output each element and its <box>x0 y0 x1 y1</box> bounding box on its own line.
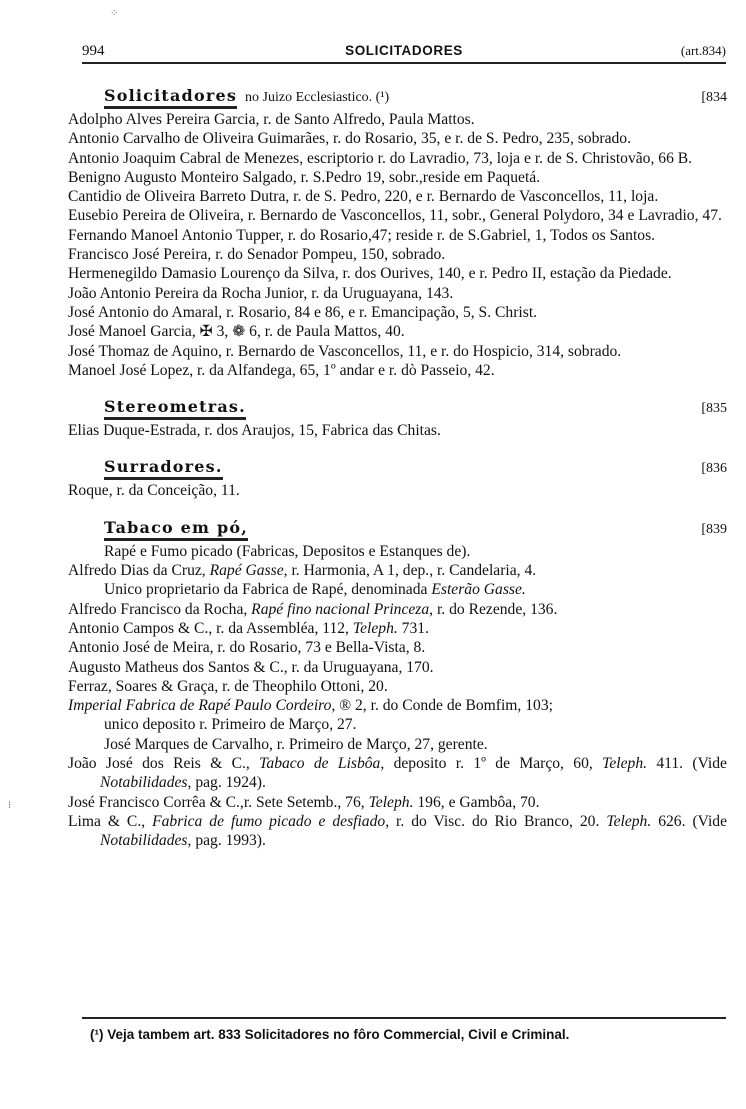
entry-text: 626. (Vide <box>651 812 728 830</box>
entry-italic-text: Imperial Fabrica de Rapé Paulo Cordeiro <box>68 697 332 715</box>
entry-text: Francisco José Pereira, r. do Senador Pompeu, 150, sobrado. <box>68 246 446 264</box>
entry-text: , r. do Visc. do Rio Branco, 20. <box>385 812 607 830</box>
list-entry <box>68 129 727 148</box>
entry-text: Manoel José Lopez, r. da Alfandega, 65, 1º andar e r. dò Passeio, 42. <box>68 361 495 379</box>
entry-text: Rapé e Fumo picado (Fabricas, Depositos e Estanques de). <box>104 542 471 560</box>
entry-italic-text: Rapé fino nacional Princeza <box>251 600 430 618</box>
entry-italic-text: Rapé Gasse <box>209 562 284 580</box>
entry-italic-text: Teleph. <box>368 793 414 811</box>
list-entry <box>68 342 727 361</box>
entry-text: Antonio José de Meira, r. do Rosario, 73 e Bella-Vista, 8. <box>68 639 426 657</box>
entry-text: Hermenegildo Damasio Lourenço da Silva, r. dos Ourives, 140, e r. Pedro II, estação da Piedade. <box>68 265 672 283</box>
section-subtitle: no Juizo Ecclesiastico. (¹) <box>245 90 390 105</box>
entry-text: Augusto Matheus dos Santos & C., r. da Uruguayana, 170. <box>68 658 434 676</box>
entry-text: José Manoel Garcia, ✠ 3, ❁ 6, r. de Paula Mattos, 40. <box>68 323 405 341</box>
entry-text: Benigno Augusto Monteiro Salgado, r. S.Pedro 19, sobr.,reside em Paquetá. <box>68 168 541 186</box>
section-heading <box>68 518 727 542</box>
page-body <box>68 86 727 868</box>
entry-text: , pag. 1924). <box>187 774 266 792</box>
section-number: [834 <box>701 90 727 105</box>
entry-italic-text: Esterão Gasse. <box>431 581 526 599</box>
section-heading <box>68 397 727 421</box>
entry-text: José Thomaz de Aquino, r. Bernardo de Vasconcellos, 11, e r. do Hospicio, 314, sobrado. <box>68 342 622 360</box>
list-entry <box>68 421 727 440</box>
entry-text: Adolpho Alves Pereira Garcia, r. de Santo Alfredo, Paula Mattos. <box>68 111 475 128</box>
entry-italic-text: Notabilidades <box>100 774 188 792</box>
list-entry <box>68 677 727 696</box>
list-entry <box>68 303 727 322</box>
entry-text: 731. <box>397 619 429 637</box>
list-entry <box>68 149 727 168</box>
entry-text: 196, e Gambôa, 70. <box>413 793 540 811</box>
entry-italic-text: Teleph. <box>606 812 652 830</box>
entry-text: José Antonio do Amaral, r. Rosario, 84 e 86, e r. Emancipação, 5, S. Christ. <box>68 303 538 321</box>
entry-text: Alfredo Dias da Cruz, <box>68 562 210 580</box>
section <box>68 457 727 500</box>
list-entry <box>68 793 727 812</box>
section-title: Solicitadores <box>104 86 237 109</box>
entry-text: , r. do Rezende, 136. <box>429 600 558 618</box>
entry-italic-text: Teleph. <box>602 755 648 773</box>
list-entry <box>68 245 727 264</box>
entry-text: Fernando Manoel Antonio Tupper, r. do Rosario,47; reside r. de S.Gabriel, 1, Todos os Santos. <box>68 226 656 244</box>
entry-text: Antonio Campos & C., r. da Assembléa, 112, <box>68 619 353 637</box>
list-entry <box>68 812 727 851</box>
section-heading <box>68 457 727 481</box>
running-title: SOLICITADORES <box>345 43 463 58</box>
entry-text: Eusebio Pereira de Oliveira, r. Bernardo de Vasconcellos, 11, sobr., General Polydoro, 34 e Lavradio, 47. <box>68 207 722 225</box>
list-entry <box>68 638 727 657</box>
entry-text: Antonio Joaquim Cabral de Menezes, escriptorio r. do Lavradio, 73, loja e r. de S. Christovão, 66 B. <box>68 149 693 167</box>
entry-text: , deposito r. 1º de Março, 60, <box>380 755 603 773</box>
list-entry <box>68 264 727 283</box>
section-heading <box>68 86 727 110</box>
list-entry <box>68 600 727 619</box>
list-entry <box>68 206 727 225</box>
section <box>68 518 727 851</box>
entry-text: 411. (Vide <box>647 755 727 773</box>
section <box>68 397 727 440</box>
list-entry <box>68 187 727 206</box>
list-entry <box>68 735 727 754</box>
list-entry <box>68 322 727 341</box>
entry-text: Cantidio de Oliveira Barreto Dutra, r. de S. Pedro, 220, e r. Bernardo de Vasconcellos, 11, loja. <box>68 188 659 206</box>
list-entry <box>68 561 727 580</box>
section <box>68 86 727 380</box>
entry-text: unico deposito r. Primeiro de Março, 27. <box>104 716 357 734</box>
list-entry <box>68 110 727 129</box>
list-entry <box>68 754 727 793</box>
section-title: Surradores. <box>104 457 223 480</box>
entry-italic-text: Teleph. <box>352 619 398 637</box>
list-entry <box>68 542 727 561</box>
list-entry <box>68 168 727 187</box>
entry-text: Alfredo Francisco da Rocha, <box>68 600 252 618</box>
page-header <box>82 40 726 64</box>
entry-text: , r. Harmonia, A 1, dep., r. Candelaria, 4. <box>283 562 537 580</box>
entry-italic-text: Notabilidades <box>100 832 188 850</box>
entry-text: João Antonio Pereira da Rocha Junior, r. da Uruguayana, 143. <box>68 284 454 302</box>
entry-text: Elias Duque-Estrada, r. dos Araujos, 15, Fabrica das Chitas. <box>68 422 441 440</box>
ink-speck-icon: ⁘ <box>110 8 119 19</box>
list-entry <box>68 284 727 303</box>
list-entry <box>68 481 727 500</box>
entry-text: José Marques de Carvalho, r. Primeiro de Março, 27, gerente. <box>104 735 488 753</box>
entry-text: João José dos Reis & C., <box>68 755 260 773</box>
entry-text: Roque, r. da Conceição, 11. <box>68 482 240 500</box>
entry-text: Lima & C., <box>68 812 153 830</box>
entry-text: Unico proprietario da Fabrica de Rapé, denominada <box>104 581 432 599</box>
entry-text: Ferraz, Soares & Graça, r. de Theophilo Ottoni, 20. <box>68 677 388 695</box>
list-entry <box>68 696 727 715</box>
page-number: 994 <box>82 43 105 59</box>
list-entry <box>68 658 727 677</box>
entry-text: , pag. 1993). <box>187 832 266 850</box>
list-entry <box>68 226 727 245</box>
footnote: (¹) Veja tambem art. 833 Solicitadores no fôro Commercial, Civil e Criminal. <box>82 1017 726 1042</box>
section-number: [836 <box>701 461 727 477</box>
entry-text: Antonio Carvalho de Oliveira Guimarães, r. do Rosario, 35, e r. de S. Pedro, 235, sobrado. <box>68 130 632 148</box>
list-entry <box>68 715 727 734</box>
section-number: [839 <box>701 521 727 537</box>
ink-speck-icon: ⁝ <box>8 800 12 811</box>
entry-text: , ® 2, r. do Conde de Bomfim, 103; <box>331 697 553 715</box>
entry-italic-text: Tabaco de Lisbôa <box>259 755 381 773</box>
section-title: Stereometras. <box>104 397 246 420</box>
section-title: Tabaco em pó, <box>104 518 248 541</box>
entry-italic-text: Fabrica de fumo picado e desfiado <box>152 812 386 830</box>
article-reference: (art.834) <box>680 43 726 58</box>
list-entry <box>68 580 727 599</box>
section-number: [835 <box>701 401 727 417</box>
list-entry <box>68 361 727 380</box>
list-entry <box>68 619 727 638</box>
entry-text: José Francisco Corrêa & C.,r. Sete Setemb., 76, <box>68 793 369 811</box>
